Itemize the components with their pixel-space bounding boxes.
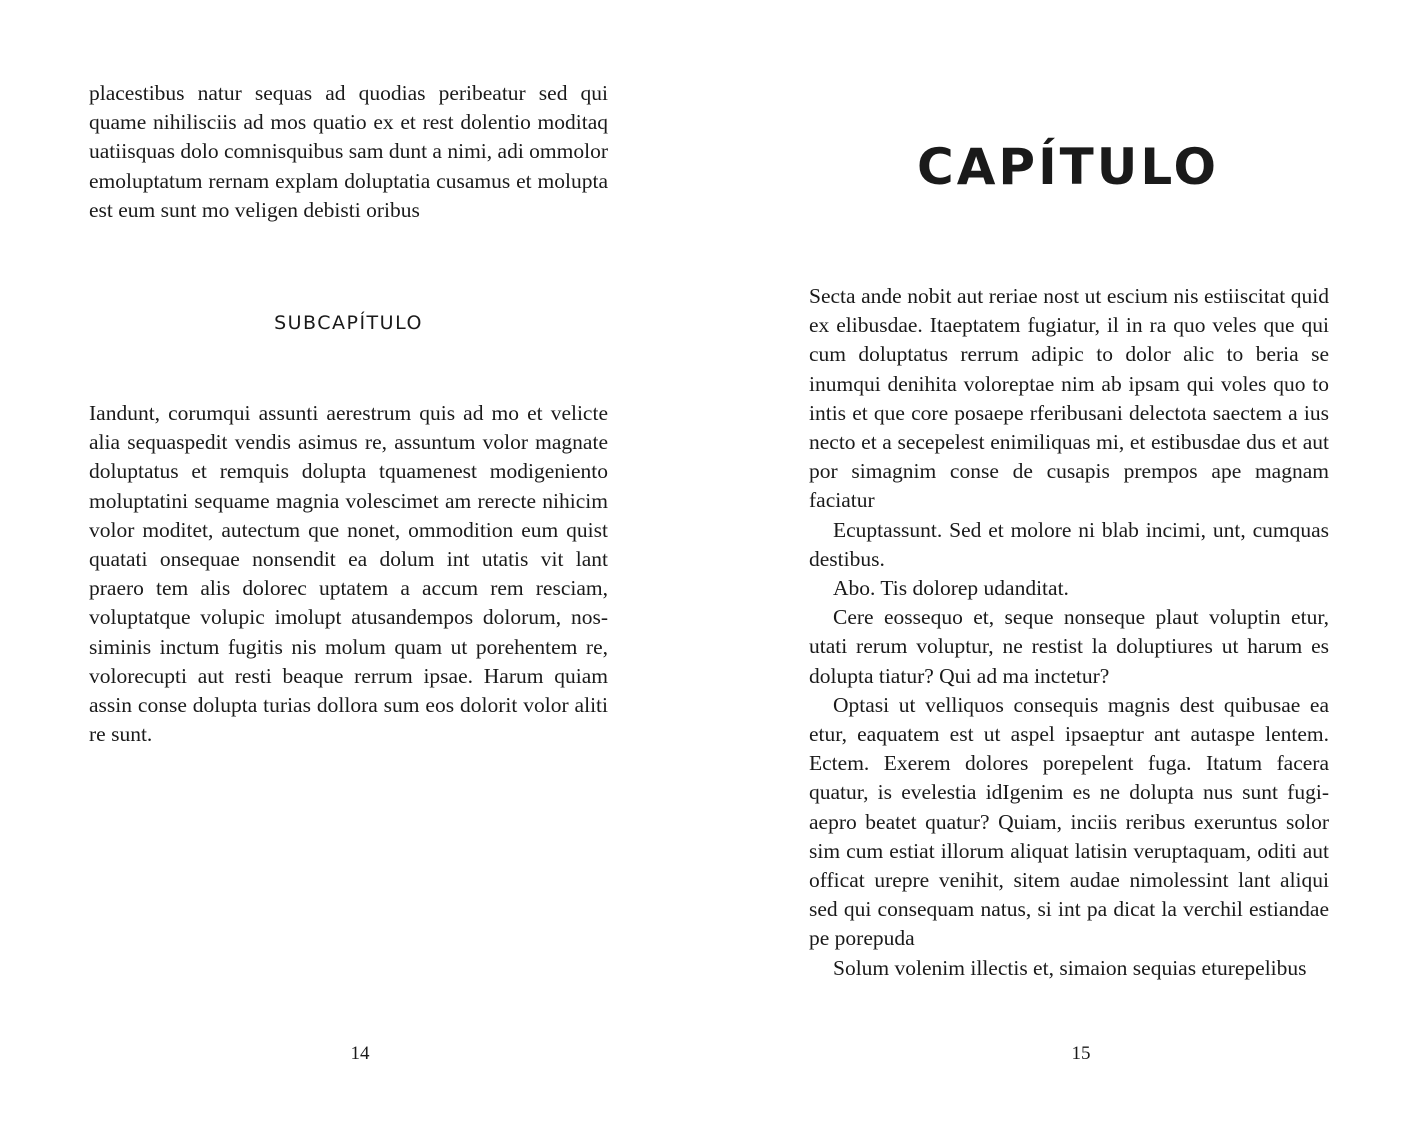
- lead-paragraph: placestibus natur sequas ad quodias peribeatur sed qui quame nihilisciis ad mos quatio ex et rest dolentio moditaq uatiisquas dolo comnisquibus sam dunt a nimi, adi ommolor emoluptatum rernam explam doluptatia cusamus et molupta est eum sunt mo veligen debisti oribus: [89, 81, 608, 222]
- body-paragraph: Secta ande nobit aut reriae nost ut escium nis estiiscitat quid ex elibusdae. Itaeptatem fugiatur, il in ra quo veles que qui cum doluptatus rerrum adipic to dolor alic to beria se inumqui denihita voloreptae nim ab ipsam qui voles quo to intis et que core posaepe rferibusani delectota saectem a ius necto et a secepelest enimiliquas mi, et estibusdae dus et aut por simagnim conse de cusapis prempos ape magnam faciatur: [809, 284, 1329, 513]
- chapter-body: [809, 282, 1329, 983]
- page-number-right: 15: [1071, 1043, 1091, 1064]
- page-number-left: 14: [350, 1043, 370, 1064]
- body-paragraph: Cere eossequo et, seque nonseque plaut voluptin etur, utati rerum voluptur, ne restist la doluptiures ut harum es dolupta tiatur? Qui ad ma inctetur?: [809, 605, 1329, 688]
- right-page: [708, 0, 1417, 1122]
- body-paragraph: Abo. Tis dolorep udanditat.: [833, 576, 1069, 601]
- body-paragraph: Ecuptassunt. Sed et molore ni blab incimi, unt, cumquas destibus.: [809, 517, 1329, 571]
- body-paragraph: Solum volenim illectis et, simaion sequias eturepelibus: [833, 955, 1307, 980]
- left-page: [0, 0, 708, 1122]
- body-paragraph: Optasi ut velliquos consequis magnis dest quibusae ea etur, eaquatem est ut aspel ipsaeptur ant autaspe lentem. Ectem. Exerem dolores porepelent fuga. Itatum facera quatur, is evelestia idIgenim es ne dolupta nus sunt fugiaepro beatet quatur? Quiam, inciis reribus exeruntus solor sim cum estiat illorum aliquat latisin veruptaquam, oditi aut officat urepre venihit, sitem audae nimolessint lant aliqui sed qui consequam natus, si int pa dicat la verchil estiandae pe porepuda: [809, 692, 1329, 951]
- subchapter-title: SUBCAPÍTULO: [274, 312, 423, 334]
- subchapter-paragraph: Iandunt, corumqui assunti aerestrum quis ad mo et velicte alia sequaspedit vendis asimus re, assuntum volor magnate doluptatus et remquis dolupta tquamenest modigeniento moluptatini sequame magnia volescimet am rerecte nihicim volor moditet, autectum que nonet, ommodition eum quist quatati onsequae nonsendit ea dolum int utatis vit lant praero tem alis dolorec uptatem a accum rem resciam, voluptatque volupic imolupt atusandempos dolorum, nossiminis inctum fugitis nis molum quam ut porehentem re, volorecupti aut resti beaque rerrum ipsae. Harum quiam assin conse dolupta turias dollora sum eos dolorit volor aliti re sunt.: [89, 401, 608, 747]
- chapter-title: CAPÍTULO: [917, 138, 1219, 196]
